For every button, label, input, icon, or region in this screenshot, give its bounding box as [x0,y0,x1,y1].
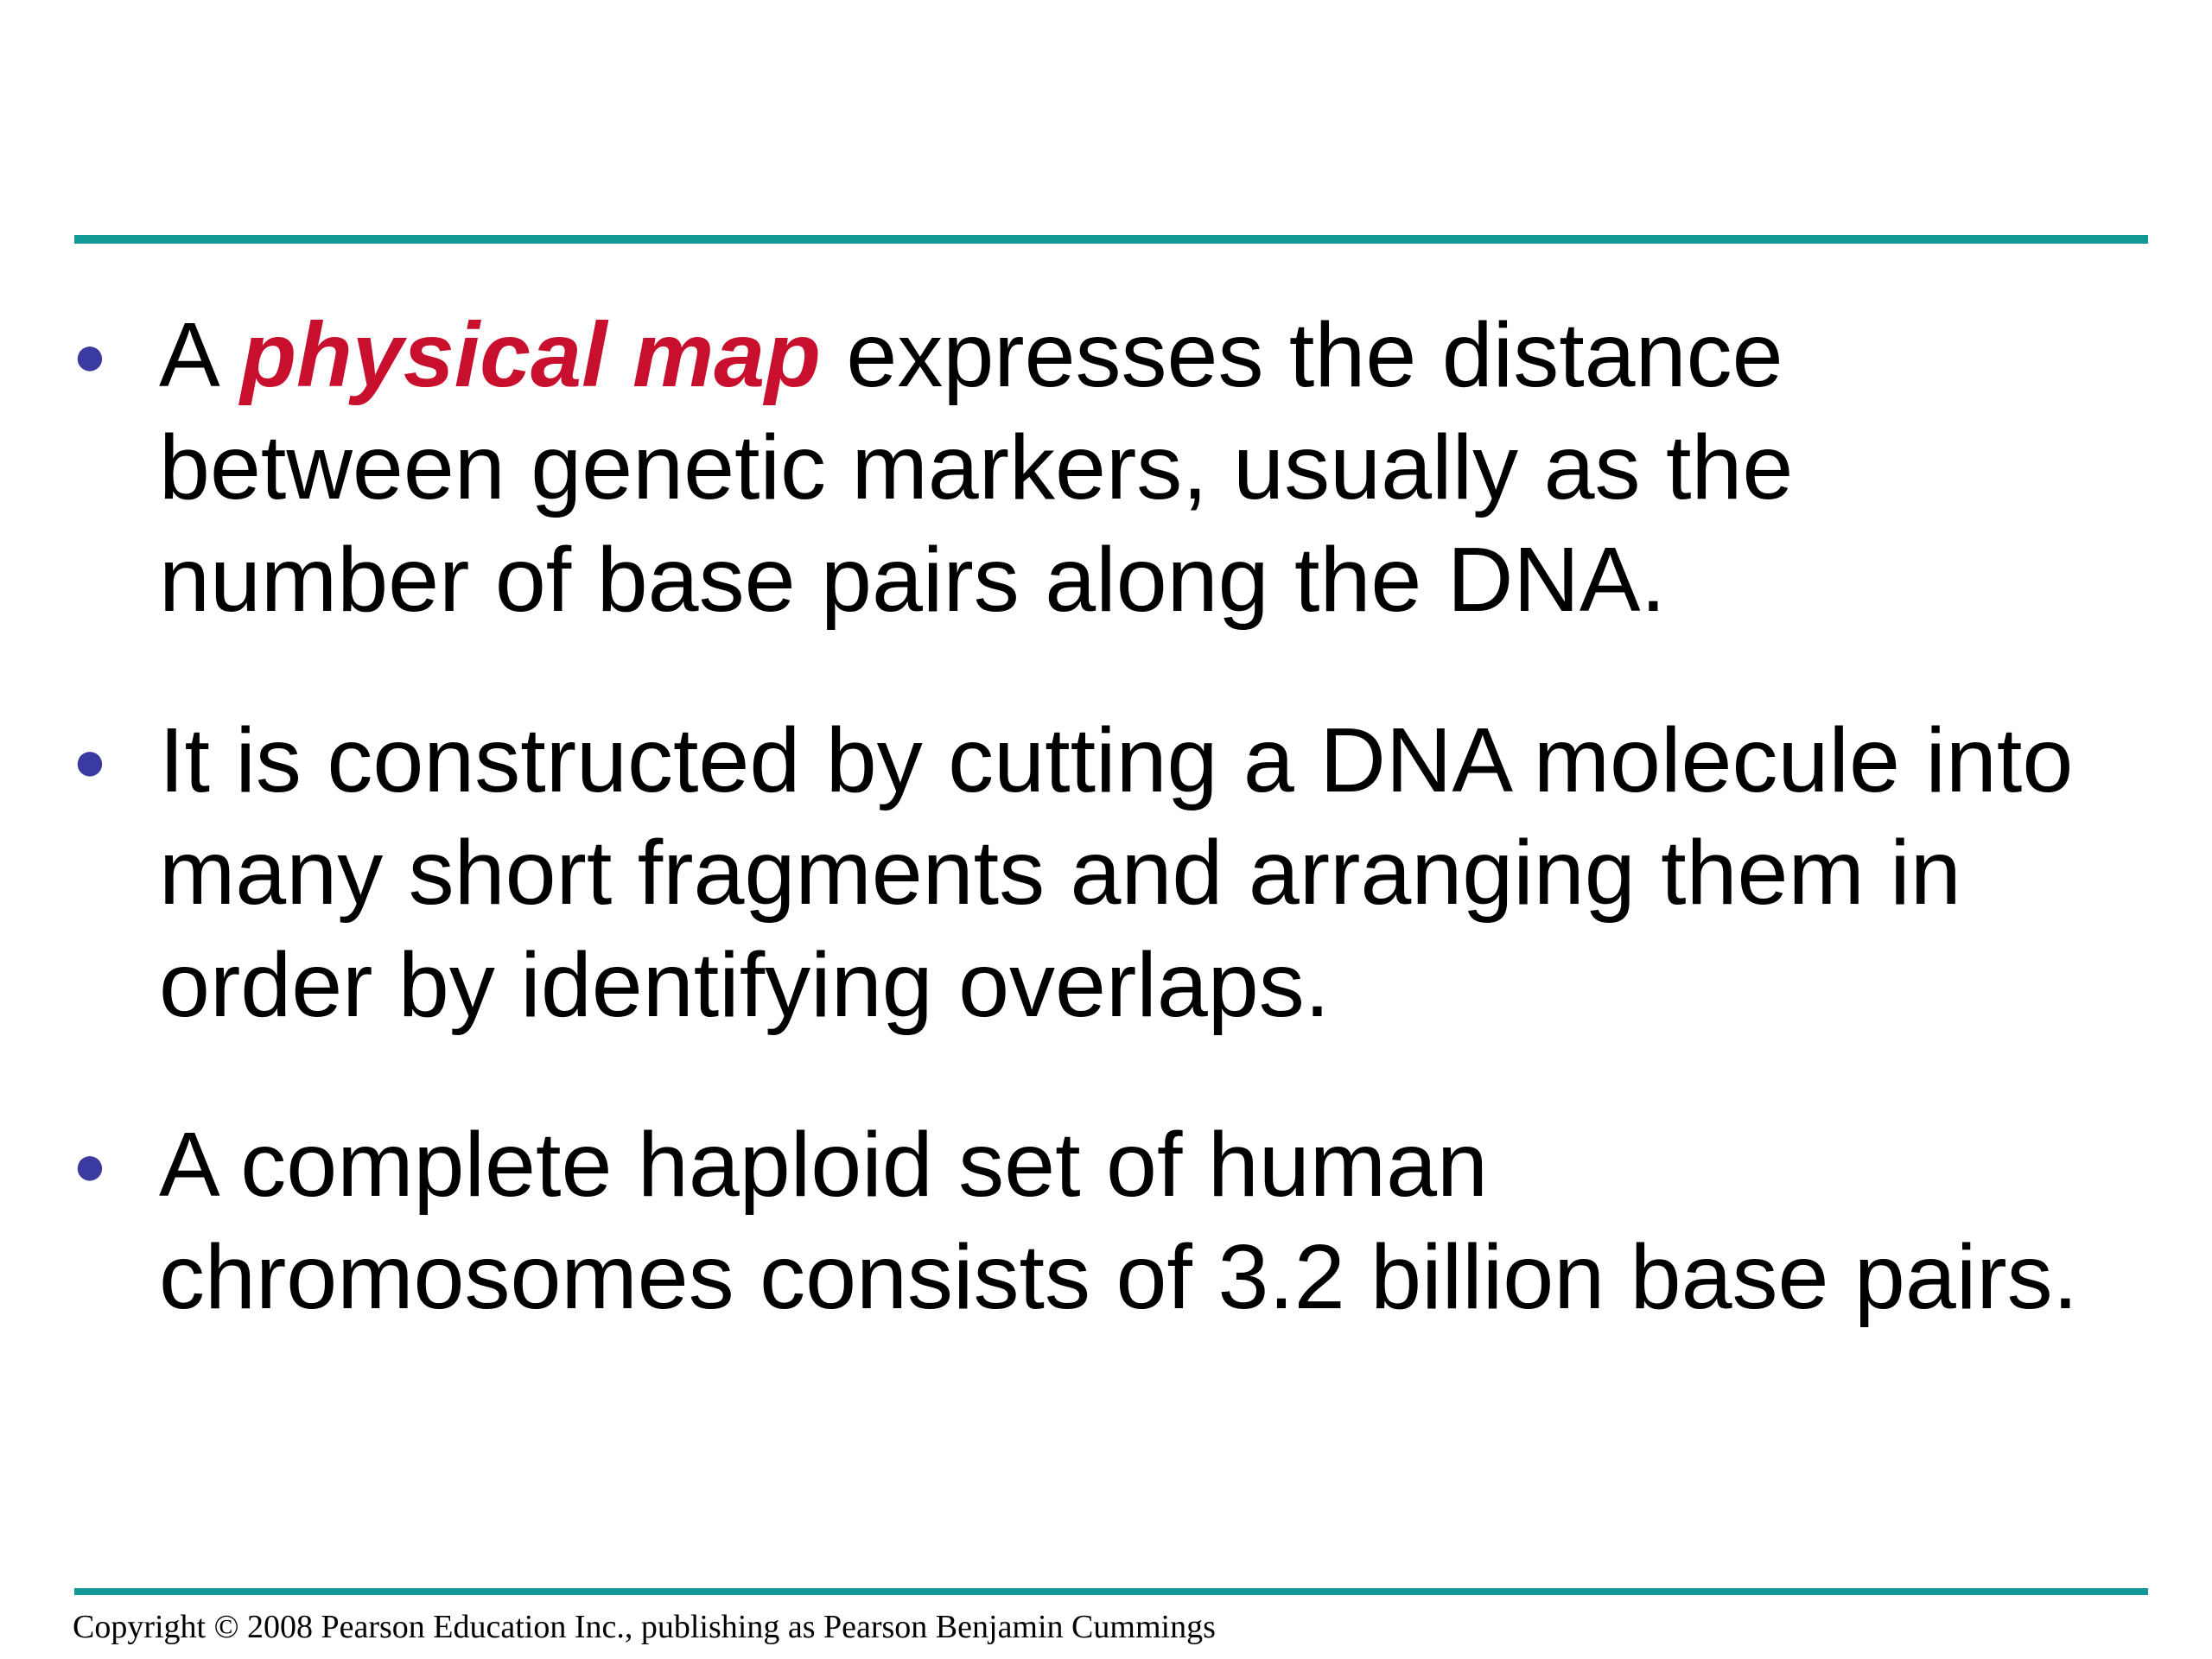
copyright-footer: Copyright © 2008 Pearson Education Inc., publishing as Pearson Benjamin Cummings [73,1609,1216,1645]
bullet-line: A complete haploid set of human [159,1114,1488,1216]
bottom-divider [74,1588,2148,1595]
bullet-line: many short fragments and arranging them in [159,822,1961,924]
bullet-prefix: A [159,304,241,406]
bullet-dot-icon: ● [73,1133,107,1197]
bullet-line [159,299,2172,411]
bullet-text [159,704,2172,1041]
bullet-dot-icon: ● [73,728,107,792]
bullet-line: It is constructed by cutting a DNA molecule into [159,709,2074,811]
bullet-line: between genetic markers, usually as the [159,416,1794,518]
bullet-dot-icon: ● [73,323,107,387]
physical-map-term: physical map [240,304,821,406]
bullet-line: chromosomes consists of 3.2 billion base pairs. [159,1226,2079,1328]
bullet-suffix: expresses the distance [820,304,1783,406]
bullet-text [159,1109,2172,1333]
bullet-text [159,299,2172,636]
bullet-line: number of base pairs along the DNA. [159,529,1667,631]
bullet-line: order by identifying overlaps. [159,934,1331,1036]
